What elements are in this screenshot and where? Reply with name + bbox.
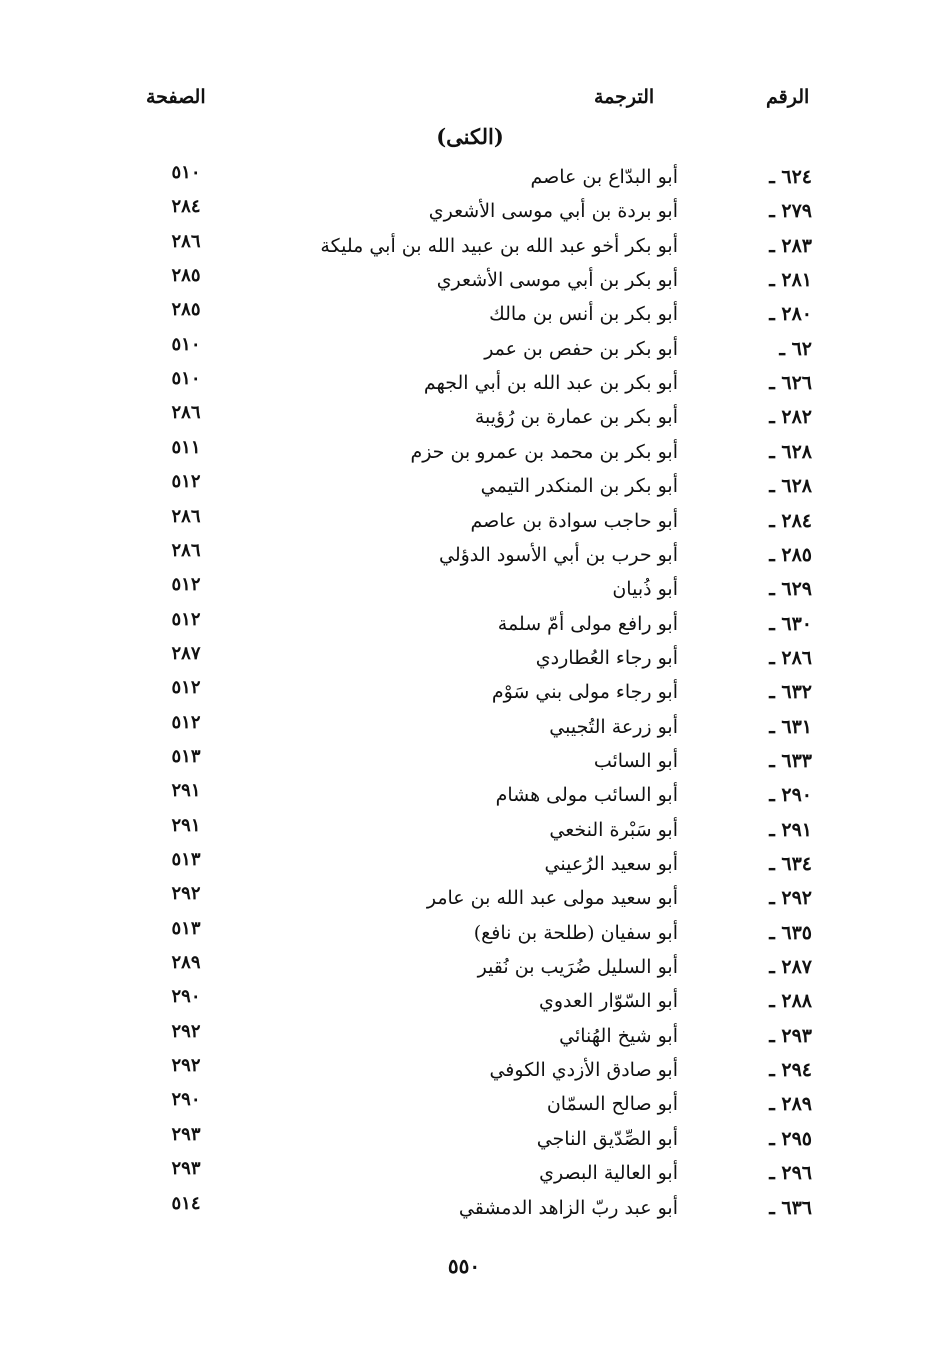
entry-name: أبو بكر بن محمد بن عمرو بن حزم: [410, 440, 678, 463]
entry-number: ٢٨٩ ـ: [769, 1093, 812, 1116]
entry-number: ٢٩٠ ـ: [769, 784, 812, 807]
entry-page: ٥١٢: [171, 677, 201, 699]
table-row: [0, 745, 936, 784]
entry-page: ٥١٣: [171, 745, 201, 767]
table-row: [0, 1192, 936, 1231]
entry-number: ٢٩٥ ـ: [769, 1127, 812, 1150]
entry-page: ٥١١: [171, 436, 201, 458]
entry-number: ٢٨٦ ـ: [769, 646, 812, 669]
table-row: [0, 505, 936, 544]
entry-name: أبو السائب: [593, 749, 678, 772]
entry-name: أبو زرعة التُجيبي: [549, 715, 678, 738]
entry-name: أبو الصِّدّيق الناجي: [536, 1127, 678, 1150]
entry-name: أبو حاجب سوادة بن عاصم: [470, 509, 678, 532]
table-row: [0, 952, 936, 990]
table-row: [0, 780, 936, 818]
entry-page: ٢٩٣: [171, 1158, 201, 1180]
entry-page: ٢٨٦: [171, 402, 201, 424]
entry-number: ٦٣٢ ـ: [769, 681, 812, 704]
entry-name: أبو سعيد مولى عبد الله بن عامر: [426, 887, 678, 910]
entry-number: ٢٧٩ ـ: [769, 200, 812, 223]
entry-page: ٥١٢: [171, 471, 201, 493]
entry-number: ٢٩٦ ـ: [769, 1162, 812, 1185]
entry-name: أبو السائب مولى هشام: [495, 784, 678, 807]
entry-number: ٦٣٠ ـ: [769, 612, 812, 635]
entry-page: ٢٩٣: [171, 1123, 201, 1145]
entry-name: أبو بردة بن أبي موسى الأشعري: [428, 200, 678, 223]
section-title-text: (الكنى): [436, 124, 504, 149]
entry-number: ٦٢٨ ـ: [769, 475, 812, 498]
entry-page: ٢٩٢: [171, 883, 201, 905]
entry-number: ٦٢٩ ـ: [769, 578, 812, 601]
entry-page: ٢٨٦: [171, 539, 201, 561]
entry-page: ٢٩٠: [171, 1089, 201, 1111]
entry-number: ٦٢٤ ـ: [769, 166, 812, 188]
entry-name: أبو ذُبيان: [612, 578, 678, 601]
entry-page: ٥١٢: [171, 711, 201, 733]
table-row: [0, 299, 936, 337]
entry-name: أبو حرب بن أبي الأسود الدؤلي: [438, 543, 678, 566]
entry-page: ٢٨٤: [171, 196, 201, 218]
entry-name: أبو بكر بن المنكدر التيمي: [480, 475, 678, 498]
entry-name: أبو السّوّار العدوي: [538, 990, 678, 1013]
table-row: [0, 1158, 936, 1196]
column-header-page: الصفحة: [146, 86, 206, 108]
table-row: [0, 883, 936, 921]
table-row: [0, 196, 936, 234]
entry-number: ٦٢٨ ـ: [769, 440, 812, 463]
entry-page: ٥١٠: [171, 162, 201, 183]
entry-page: ٢٩١: [171, 780, 201, 802]
table-row: [0, 162, 936, 200]
table-row: [0, 333, 936, 372]
entry-page: ٢٨٥: [171, 299, 201, 321]
entry-page: ٢٨٧: [171, 642, 201, 664]
entry-page: ٢٩١: [171, 814, 201, 836]
table-row: [0, 986, 936, 1024]
entry-name: أبو بكر بن حفص بن عمر: [484, 337, 678, 360]
entry-name: أبو السليل ضُرَيب بن نُقير: [477, 956, 678, 979]
entry-page: ٢٩٠: [171, 986, 201, 1008]
entry-name: أبو صادق الأزدي الكوفي: [489, 1059, 678, 1082]
entry-page: ٢٩٢: [171, 1020, 201, 1042]
table-row: [0, 230, 936, 269]
table-row: [0, 677, 936, 715]
entry-name: أبو بكر بن عبد الله بن أبي الجهم: [423, 372, 678, 395]
table-row: [0, 1123, 936, 1162]
table-row: [0, 368, 936, 406]
entry-number: ٦٣٣ ـ: [769, 749, 812, 772]
table-row: [0, 436, 936, 475]
table-row: [0, 402, 936, 440]
entry-name: أبو بكر بن أبي موسى الأشعري: [436, 269, 678, 292]
entry-number: ٢٩٢ ـ: [769, 887, 812, 910]
column-header-translation: الترجمة: [594, 86, 655, 108]
entry-name: أبو شيخ الهُنائي: [559, 1024, 678, 1047]
table-row: [0, 574, 936, 612]
entry-number: ٢٨٧ ـ: [769, 956, 812, 979]
entry-number: ٦٢٦ ـ: [769, 372, 812, 395]
entry-name: أبو سَبْرة النخعي: [549, 818, 678, 841]
entry-number: ٢٩٤ ـ: [769, 1059, 812, 1082]
entry-name: أبو عبد ربّ الزاهد الدمشقي: [458, 1196, 678, 1219]
table-row: [0, 1020, 936, 1059]
entry-name: أبو بكر بن أنس بن مالك: [489, 303, 678, 326]
page-number: ٥٥٠: [447, 1254, 481, 1278]
entry-number: ٦٣٥ ـ: [769, 921, 812, 944]
entry-name: أبو بكر بن عمارة بن رُؤيبة: [474, 406, 678, 429]
table-row: [0, 1089, 936, 1127]
entry-page: ٥١٠: [171, 333, 201, 355]
entry-name: أبو البدّاع بن عاصم: [530, 166, 678, 188]
entry-page: ٥١٤: [171, 1192, 201, 1214]
entry-number: ٦٣٦ ـ: [769, 1196, 812, 1219]
entry-number: ٦٢ ـ: [779, 337, 812, 360]
entry-page: ٥١٢: [171, 608, 201, 630]
entry-name: أبو رافع مولى أمّ سلمة: [497, 612, 678, 635]
entry-name: أبو سفيان (طلحة بن نافع): [473, 921, 678, 944]
entry-page: ٢٩٢: [171, 1055, 201, 1077]
entry-page: ٢٨٩: [171, 952, 201, 974]
entry-page: ٢٨٦: [171, 505, 201, 527]
table-row: [0, 917, 936, 956]
column-header-number: الرقم: [766, 86, 810, 108]
entry-name: أبو بكر أخو عبد الله بن عبيد الله بن أبي مليكة: [320, 234, 678, 257]
table-row: [0, 642, 936, 681]
entry-page: ٥١٠: [171, 368, 201, 390]
entry-page: ٢٨٥: [171, 265, 201, 287]
entry-number: ٢٨٠ ـ: [769, 303, 812, 326]
entry-name: أبو رجاء العُطاردي: [535, 646, 678, 669]
entry-number: ٢٨٢ ـ: [769, 406, 812, 429]
entry-name: أبو رجاء مولى بني سَوْم: [491, 681, 678, 704]
table-row: [0, 1055, 936, 1093]
entry-page: ٥١٢: [171, 574, 201, 596]
entry-number: ٢٨٤ ـ: [769, 509, 812, 532]
entry-number: ٢٩١ ـ: [769, 818, 812, 841]
entry-number: ٢٨٣ ـ: [769, 234, 812, 257]
entry-number: ٢٨٥ ـ: [769, 543, 812, 566]
table-row: [0, 849, 936, 887]
table-row: [0, 711, 936, 750]
entry-page: ٢٨٦: [171, 230, 201, 252]
entry-page: ٥١٣: [171, 849, 201, 870]
table-row: [0, 471, 936, 509]
entry-name: أبو صالح السمّان: [546, 1093, 678, 1116]
entry-name: أبو العالية البصري: [539, 1162, 678, 1185]
page-number-footer: [0, 1254, 936, 1278]
table-row: [0, 265, 936, 303]
table-row: [0, 608, 936, 647]
entry-page: ٥١٣: [171, 917, 201, 939]
entry-number: ٢٨٨ ـ: [769, 990, 812, 1013]
table-row: [0, 814, 936, 853]
entry-number: ٦٣٤ ـ: [769, 853, 812, 875]
entry-name: أبو سعيد الرُعيني: [544, 853, 678, 875]
entry-number: ٢٨١ ـ: [769, 269, 812, 292]
table-row: [0, 539, 936, 578]
entry-number: ٢٩٣ ـ: [769, 1024, 812, 1047]
entry-number: ٦٣١ ـ: [769, 715, 812, 738]
